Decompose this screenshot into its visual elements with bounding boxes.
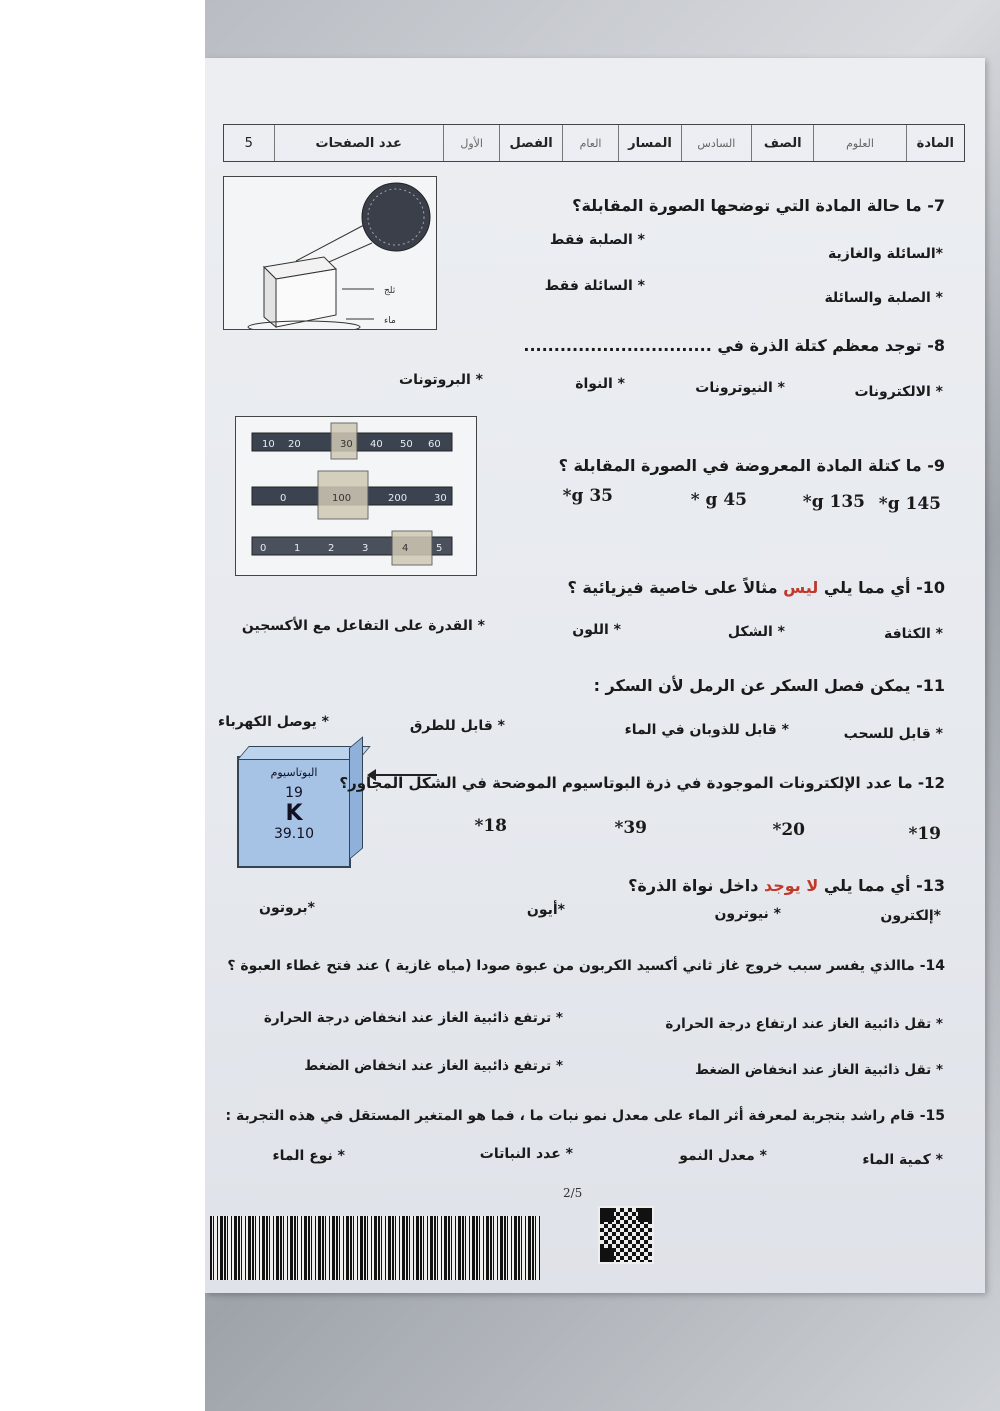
question-15: 15- قام راشد بتجربة لمعرفة أثر الماء على معدل نمو نبات ما ، فما هو المتغير المستقل في هذه التجربة : — [225, 1108, 945, 1124]
q9-option-1[interactable]: 145 g* — [878, 494, 941, 514]
q15-option-4[interactable]: * نوع الماء — [272, 1148, 345, 1164]
q12-option-4[interactable]: 18* — [474, 816, 507, 836]
bottom-tick-2: 1 — [294, 543, 301, 554]
balance-scale-drawing — [236, 417, 476, 575]
exam-sheet — [205, 58, 985, 1293]
middle-tick-3: 200 — [388, 493, 408, 504]
question-8 — [523, 336, 945, 355]
q10-option-1[interactable]: * الكثافة — [883, 626, 943, 642]
bottom-tick-6: 5 — [436, 543, 443, 554]
ice-cube-figure — [223, 176, 437, 330]
q15-option-1[interactable]: * كمية الماء — [862, 1152, 943, 1168]
question-13-post: داخل نواة الذرة؟ — [628, 876, 764, 895]
top-tick-4: 40 — [370, 439, 383, 450]
exam-header — [223, 124, 965, 162]
potassium-element-card — [237, 756, 351, 868]
card-side-face — [349, 736, 363, 860]
q12-option-3[interactable]: 39* — [614, 818, 647, 838]
q14-option-4[interactable]: * ترتفع ذائبية الغاز عند انخفاض الضغط — [304, 1058, 563, 1074]
q10-option-2[interactable]: * الشكل — [727, 624, 785, 640]
element-name: البوتاسيوم — [270, 766, 318, 779]
qr-code-icon — [598, 1206, 654, 1264]
middle-tick-4: 30 — [434, 493, 447, 504]
q11-option-4[interactable]: * يوصل الكهرباء — [218, 714, 329, 730]
q8-option-3[interactable]: * النواة — [575, 376, 625, 392]
question-7: 7- ما حالة المادة التي توضحها الصورة المقابلة؟ — [572, 196, 945, 215]
track-value: العام — [562, 125, 618, 161]
barcode — [210, 1216, 540, 1280]
q8-option-1[interactable]: * الالكترونات — [854, 384, 943, 400]
q11-option-2[interactable]: * قابل للذوبان في الماء — [624, 722, 789, 738]
question-9: 9- ما كتلة المادة المعروضة في الصورة المقابلة ؟ — [558, 456, 945, 475]
water-label: ماء — [384, 316, 396, 326]
grade-value: السادس — [681, 125, 751, 161]
question-10-pre: 10- أي مما يلي — [818, 578, 945, 597]
element-symbol: K — [285, 801, 303, 826]
question-14: 14- ماالذي يفسر سبب خروج غاز ثاني أكسيد الكربون من عبوة صودا (مياه غازية ) عند فتح غطاء العبوة ؟ — [227, 958, 945, 974]
bottom-tick-1: 0 — [260, 543, 267, 554]
question-13-negation: لا يوجد — [764, 876, 819, 895]
grade-label: الصف — [751, 125, 813, 161]
page-number: 2/5 — [563, 1186, 583, 1200]
q9-option-2[interactable]: 135 g* — [802, 492, 865, 512]
q8-option-4[interactable]: * البروتونات — [399, 372, 483, 388]
question-13-pre: 13- أي مما يلي — [818, 876, 945, 895]
question-8-text: 8- توجد معظم كتلة الذرة في — [711, 336, 945, 355]
q12-option-1[interactable]: 19* — [908, 824, 941, 844]
q8-option-2[interactable]: * النيوترونات — [695, 380, 785, 396]
q15-option-2[interactable]: * معدل النمو — [679, 1148, 767, 1164]
element-atomic-mass: 39.10 — [273, 826, 315, 842]
q7-option-4[interactable]: * السائلة فقط — [544, 278, 645, 294]
q11-option-1[interactable]: * قابل للسحب — [843, 726, 943, 742]
q14-option-3[interactable]: * تقل ذائبية الغاز عند انخفاض الضغط — [694, 1062, 943, 1078]
subject-label: المادة — [906, 125, 964, 161]
pages-value: 5 — [244, 135, 253, 151]
question-11: 11- يمكن فصل السكر عن الرمل لأن السكر : — [593, 676, 945, 695]
top-tick-2: 20 — [288, 439, 301, 450]
q10-option-4[interactable]: * القدرة على التفاعل مع الأكسجين — [241, 618, 485, 634]
balance-scale-figure — [235, 416, 477, 576]
q14-option-1[interactable]: * تقل ذائبية الغاز عند ارتفاع درجة الحرارة — [665, 1016, 943, 1032]
q9-option-4[interactable]: 35 g* — [562, 486, 613, 506]
element-atomic-number: 19 — [285, 785, 303, 801]
subject-value: العلوم — [813, 125, 905, 161]
question-10 — [568, 578, 945, 597]
photo-background — [205, 0, 1000, 1411]
middle-tick-1: 0 — [280, 493, 287, 504]
question-10-post: مثالاً على خاصية فيزيائية ؟ — [567, 578, 784, 597]
q7-option-2[interactable]: * الصلبة فقط — [549, 232, 645, 248]
question-8-blank: ............................... — [523, 336, 712, 355]
middle-tick-2: 100 — [332, 493, 352, 504]
q14-option-2[interactable]: * ترتفع ذائبية الغاز عند انخفاض درجة الحرارة — [263, 1010, 563, 1026]
q11-option-3[interactable]: * قابل للطرق — [409, 718, 505, 734]
q12-option-2[interactable]: 20* — [772, 820, 805, 840]
q15-option-3[interactable]: * عدد النباتات — [479, 1146, 573, 1162]
q13-option-3[interactable]: *أيون — [526, 902, 565, 918]
top-tick-1: 10 — [262, 439, 275, 450]
question-10-negation: ليس — [783, 578, 819, 597]
question-12: 12- ما عدد الإلكترونات الموجودة في ذرة البوتاسيوم الموضحة في الشكل المجاور؟ — [339, 774, 945, 792]
top-tick-3: 30 — [340, 439, 353, 450]
q13-option-4[interactable]: *بروتون — [259, 900, 315, 916]
q13-option-1[interactable]: *إلكترون — [880, 908, 941, 924]
ice-label: ثلج — [384, 286, 396, 296]
q7-option-1[interactable]: *السائلة والغازية — [828, 246, 943, 262]
q7-option-3[interactable]: * الصلبة والسائلة — [824, 290, 943, 306]
term-label: الفصل — [499, 125, 561, 161]
term-value: الأول — [443, 125, 499, 161]
bottom-tick-5: 4 — [402, 543, 409, 554]
ice-cube-drawing — [224, 177, 436, 329]
q10-option-3[interactable]: * اللون — [572, 622, 621, 638]
top-tick-6: 60 — [428, 439, 441, 450]
q9-option-3[interactable]: 45 g * — [690, 490, 747, 510]
q13-option-2[interactable]: * نيوترون — [714, 906, 781, 922]
track-label: المسار — [618, 125, 680, 161]
bottom-tick-3: 2 — [328, 543, 335, 554]
top-tick-5: 50 — [400, 439, 413, 450]
bottom-tick-4: 3 — [362, 543, 369, 554]
pages-label: عدد الصفحات — [274, 125, 443, 161]
question-13 — [628, 876, 945, 895]
